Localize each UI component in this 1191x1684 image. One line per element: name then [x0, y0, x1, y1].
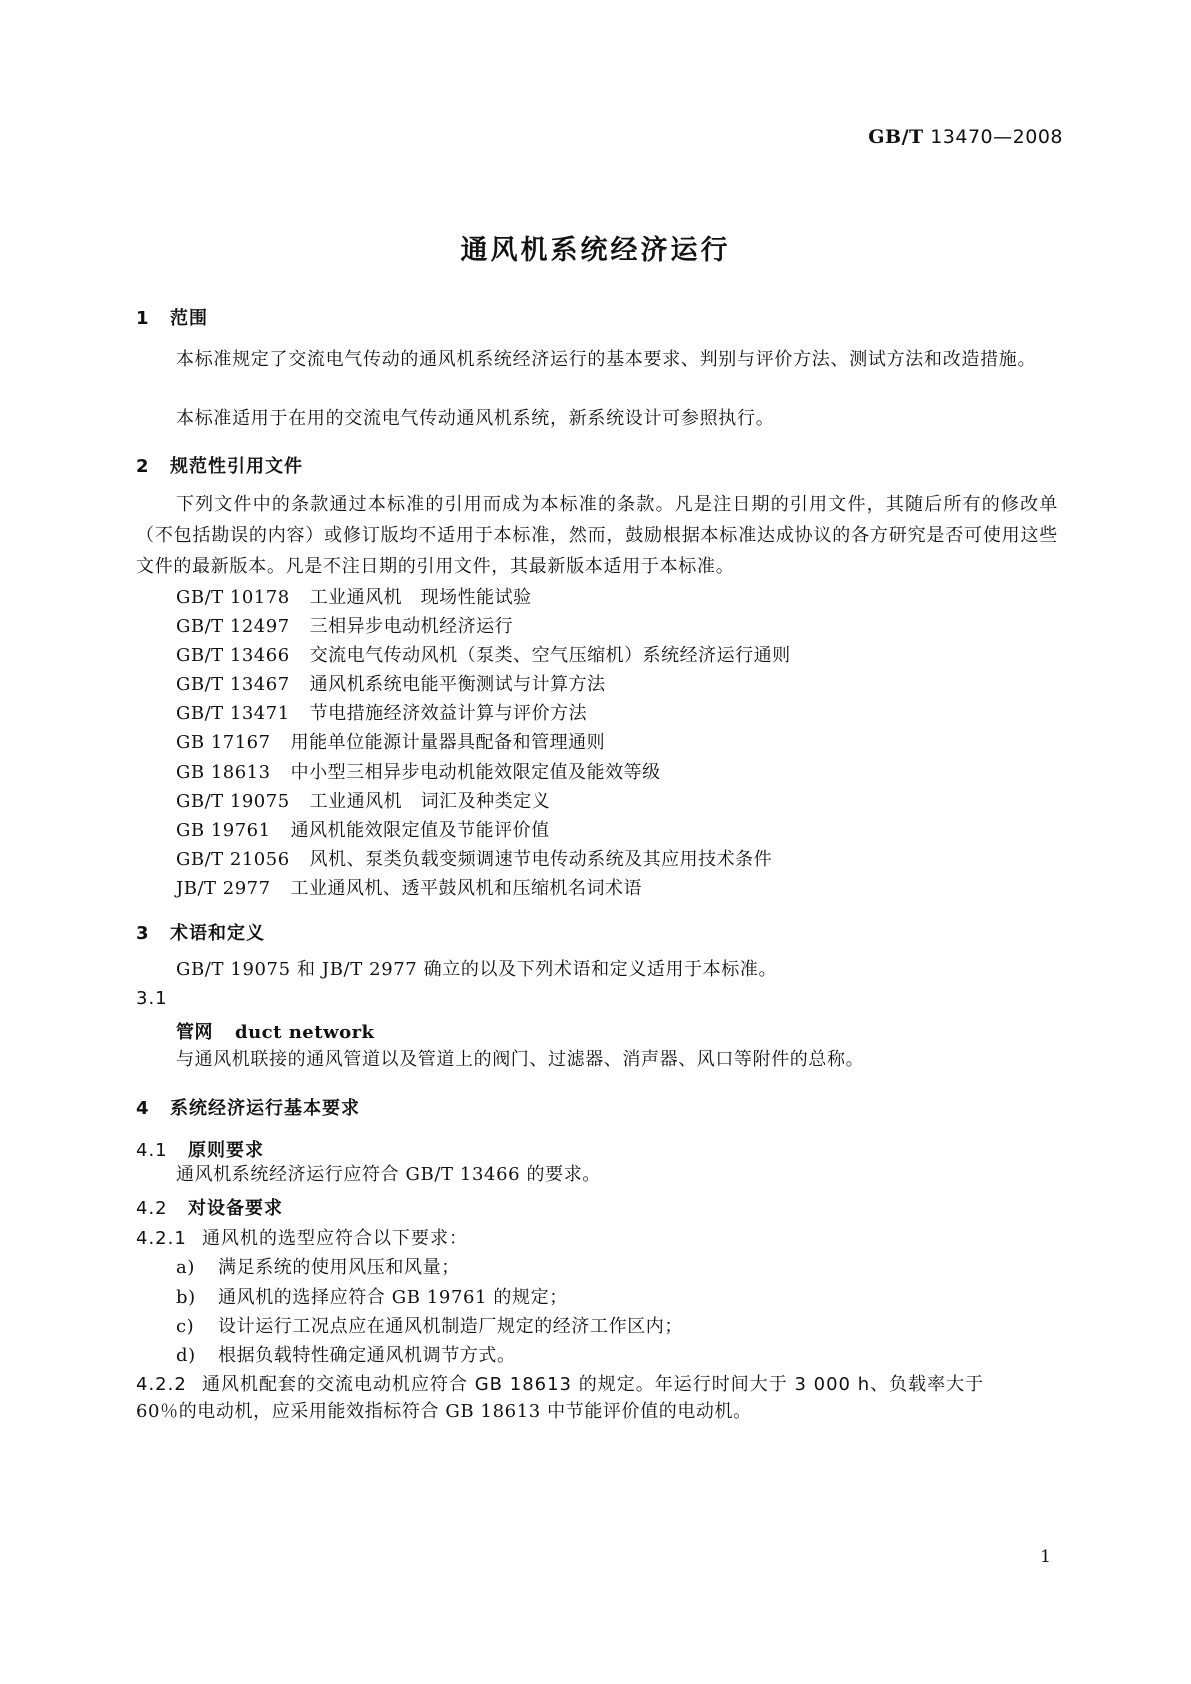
clause-4-2-1	[136, 1224, 468, 1250]
clause-4-2-heading	[136, 1194, 283, 1220]
clause-number: 4.2.2	[136, 1374, 187, 1395]
list-item	[176, 1283, 568, 1309]
list-marker: b)	[176, 1287, 196, 1308]
list-text: 根据负载特性确定通风机调节方式。	[218, 1345, 516, 1366]
clause-number: 4.1	[136, 1140, 168, 1161]
reference-code: GB 17167	[176, 732, 271, 753]
section-1-paragraph-2: 本标准适用于在用的交流电气传动通风机系统，新系统设计可参照执行。	[176, 408, 775, 429]
reference-item	[176, 816, 550, 842]
reference-title: 工业通风机、透平鼓风机和压缩机名词术语	[290, 878, 643, 899]
reference-code: GB/T 13466	[176, 645, 290, 666]
reference-title: 中小型三相异步电动机能效限定值及能效等级	[290, 762, 661, 783]
clause-4-2-2	[136, 1370, 984, 1396]
reference-title: 交流电气传动风机（泵类、空气压缩机）系统经济运行通则	[309, 645, 791, 666]
reference-code: GB 18613	[176, 762, 271, 783]
reference-title: 三相异步电动机经济运行	[309, 616, 514, 637]
term-entry	[176, 1018, 375, 1044]
list-text: 通风机的选择应符合 GB 19761 的规定；	[218, 1287, 568, 1308]
reference-item	[176, 612, 513, 638]
reference-title: 通风机能效限定值及节能评价值	[290, 820, 550, 841]
reference-item	[176, 845, 772, 871]
clause-title: 原则要求	[188, 1140, 264, 1161]
section-title: 系统经济运行基本要求	[170, 1098, 360, 1119]
clause-number: 4.2.1	[136, 1228, 187, 1249]
clause-title: 对设备要求	[188, 1198, 283, 1219]
list-marker: d)	[176, 1345, 196, 1366]
term-english: duct network	[235, 1022, 375, 1043]
section-1-heading	[136, 304, 208, 330]
clause-number: 4.2	[136, 1198, 168, 1219]
reference-item	[176, 670, 606, 696]
reference-title: 用能单位能源计量器具配备和管理通则	[290, 732, 606, 753]
clause-4-1-text: 通风机系统经济运行应符合 GB/T 13466 的要求。	[176, 1164, 601, 1185]
list-item	[176, 1341, 516, 1367]
reference-item	[176, 728, 605, 754]
standard-code	[868, 126, 1063, 148]
term-chinese: 管网	[176, 1022, 213, 1043]
section-1-paragraph-1: 本标准规定了交流电气传动的通风机系统经济运行的基本要求、判别与评价方法、测试方法和改造措施。	[176, 349, 1037, 370]
section-number: 3	[136, 923, 150, 944]
clause-4-1-heading	[136, 1136, 264, 1162]
reference-title: 通风机系统电能平衡测试与计算方法	[309, 674, 606, 695]
section-3-paragraph-1: GB/T 19075 和 JB/T 2977 确立的以及下列术语和定义适用于本标准。	[176, 959, 778, 980]
reference-code: GB/T 21056	[176, 849, 290, 870]
reference-item	[176, 699, 587, 725]
reference-code: GB/T 19075	[176, 791, 290, 812]
section-4-heading	[136, 1094, 360, 1120]
section-title: 规范性引用文件	[170, 456, 303, 477]
reference-code: GB/T 12497	[176, 616, 290, 637]
list-marker: a)	[176, 1257, 195, 1278]
term-definition: 与通风机联接的通风管道以及管道上的阀门、过滤器、消声器、风口等附件的总称。	[176, 1049, 865, 1070]
clause-text: 通风机的选型应符合以下要求：	[202, 1228, 468, 1249]
reference-title: 工业通风机 现场性能试验	[309, 587, 532, 608]
section-number: 4	[136, 1098, 150, 1119]
reference-code: GB/T 13471	[176, 703, 290, 724]
list-text: 设计运行工况点应在通风机制造厂规定的经济工作区内；	[218, 1316, 683, 1337]
page-number: 1	[1040, 1547, 1051, 1567]
reference-code: GB/T 13467	[176, 674, 290, 695]
section-2-heading	[136, 452, 303, 478]
section-3-heading	[136, 919, 265, 945]
clause-text-line-1: 通风机配套的交流电动机应符合 GB 18613 的规定。年运行时间大于 3 000 h、负载率大于	[202, 1374, 985, 1395]
reference-item	[176, 583, 532, 609]
reference-title: 风机、泵类负载变频调速节电传动系统及其应用技术条件	[309, 849, 773, 870]
reference-item	[176, 758, 661, 784]
clause-4-2-2-line-2: 60％的电动机，应采用能效指标符合 GB 18613 中节能评价值的电动机。	[136, 1401, 752, 1422]
section-number: 2	[136, 456, 150, 477]
list-item	[176, 1312, 683, 1338]
document-title: 通风机系统经济运行	[460, 235, 731, 266]
reference-title: 节电措施经济效益计算与评价方法	[309, 703, 588, 724]
standard-code-number: 13470—2008	[930, 126, 1063, 148]
reference-item	[176, 787, 550, 813]
reference-item	[176, 641, 791, 667]
section-number: 1	[136, 308, 150, 329]
reference-code: JB/T 2977	[176, 878, 271, 899]
section-2-paragraph-1: 下列文件中的条款通过本标准的引用而成为本标准的条款。凡是注日期的引用文件，其随后所有的修改单（不包括勘误的内容）或修订版均不适用于本标准，然而，鼓励根据本标准达成协议的各方研究是否可使用这些文件的最新版本。凡是不注日期的引用文件，其最新版本适用于本标准。	[136, 494, 1058, 577]
section-title: 范围	[170, 308, 208, 329]
list-marker: c)	[176, 1316, 195, 1337]
list-text: 满足系统的使用风压和风量；	[218, 1257, 460, 1278]
reference-code: GB 19761	[176, 820, 271, 841]
list-item	[176, 1253, 460, 1279]
standard-code-prefix: GB/T	[868, 126, 924, 148]
clause-3-1-number: 3.1	[136, 988, 168, 1009]
reference-title: 工业通风机 词汇及种类定义	[309, 791, 551, 812]
section-title: 术语和定义	[170, 923, 265, 944]
reference-code: GB/T 10178	[176, 587, 290, 608]
reference-item	[176, 874, 642, 900]
